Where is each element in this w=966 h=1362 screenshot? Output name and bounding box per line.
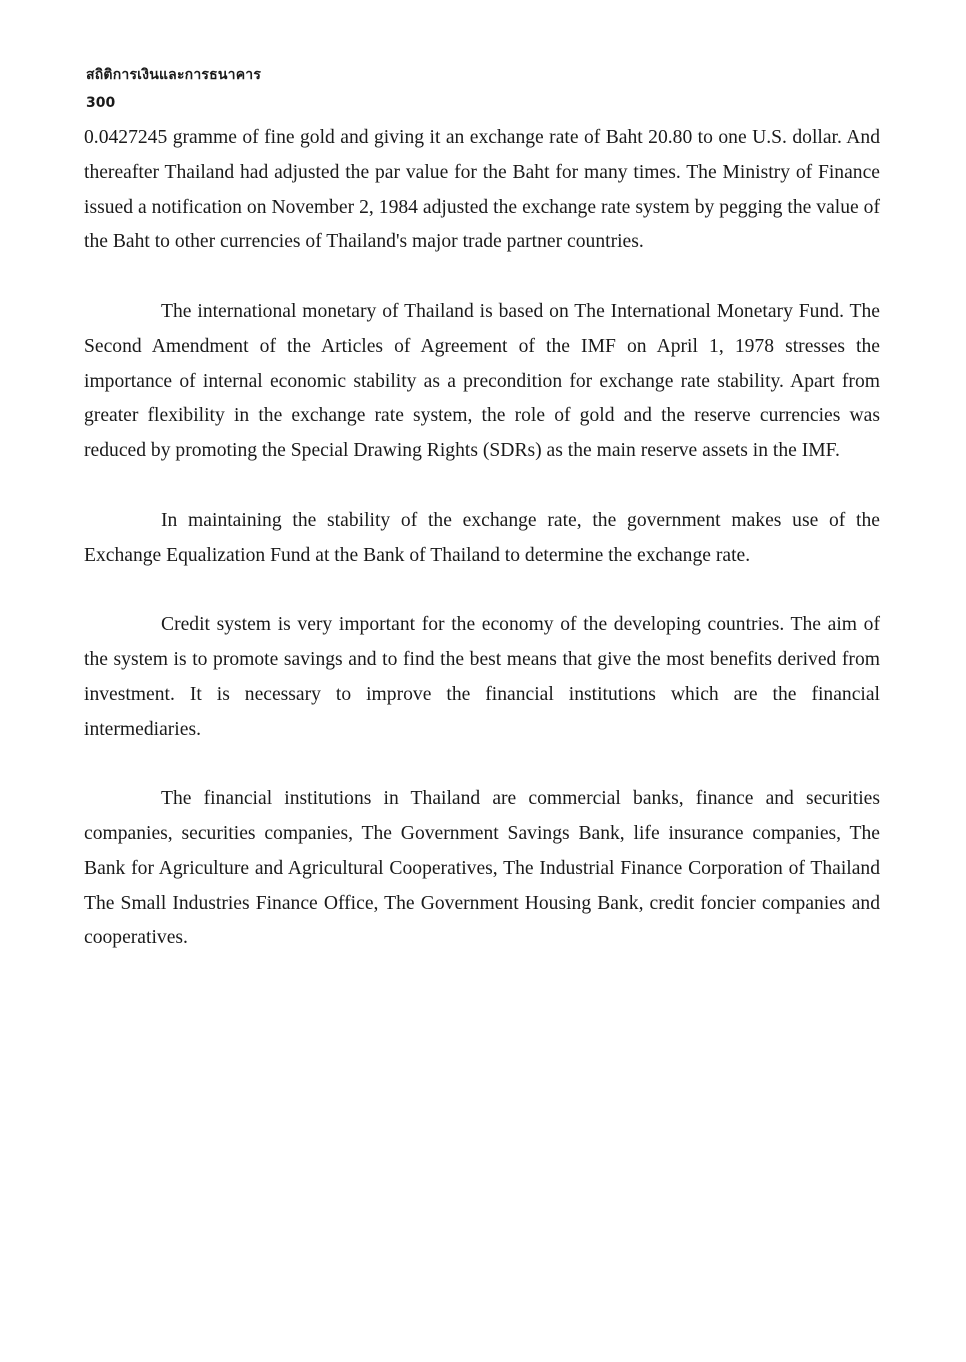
paragraph-exchange-stability: In maintaining the stability of the exchange rate, the government makes use of the Exchange Equalization Fund at the Bank of Thailand to determine the exchange rate.	[84, 509, 880, 566]
paragraph-exchange-rate-history: 0.0427245 gramme of fine gold and giving it an exchange rate of Baht 20.80 to one U.S. dollar. And thereafter Thailand had adjusted the par value for the Baht for many times. The Ministry of Finance issued a notification on November 2, 1984 adjusted the exchange rate system by pegging the value of the Baht to other currencies of Thailand's major trade partner countries.	[84, 127, 880, 253]
paragraph-credit-system: Credit system is very important for the economy of the developing countries. The aim of the system is to promote savings and to find the best means that give the most benefits derived from investment. It is necessary to improve the financial institutions which are the financial intermediaries.	[84, 614, 880, 740]
running-header-title: สถิติการเงินและการธนาคาร	[86, 67, 262, 83]
paragraph-international-monetary: The international monetary of Thailand is based on The International Monetary Fund. The Second Amendment of the Articles of Agreement of the IMF on April 1, 1978 stresses the importance of internal economic stability as a precondition for exchange rate stability. Apart from greater flexibility in the exchange rate system, the role of gold and the reserve currencies was reduced by promoting the Special Drawing Rights (SDRs) as the main reserve assets in the IMF.	[84, 300, 880, 462]
paragraph-financial-institutions: The financial institutions in Thailand are commercial banks, finance and securities companies, securities companies, The Government Savings Bank, life insurance companies, The Bank for Agriculture and Agricultural Cooperatives, The Industrial Finance Corporation of Thailand The Small Industries Finance Office, The Government Housing Bank, credit foncier companies and cooperatives.	[84, 788, 880, 949]
page-number: 300	[86, 95, 116, 111]
body-text	[84, 121, 880, 956]
